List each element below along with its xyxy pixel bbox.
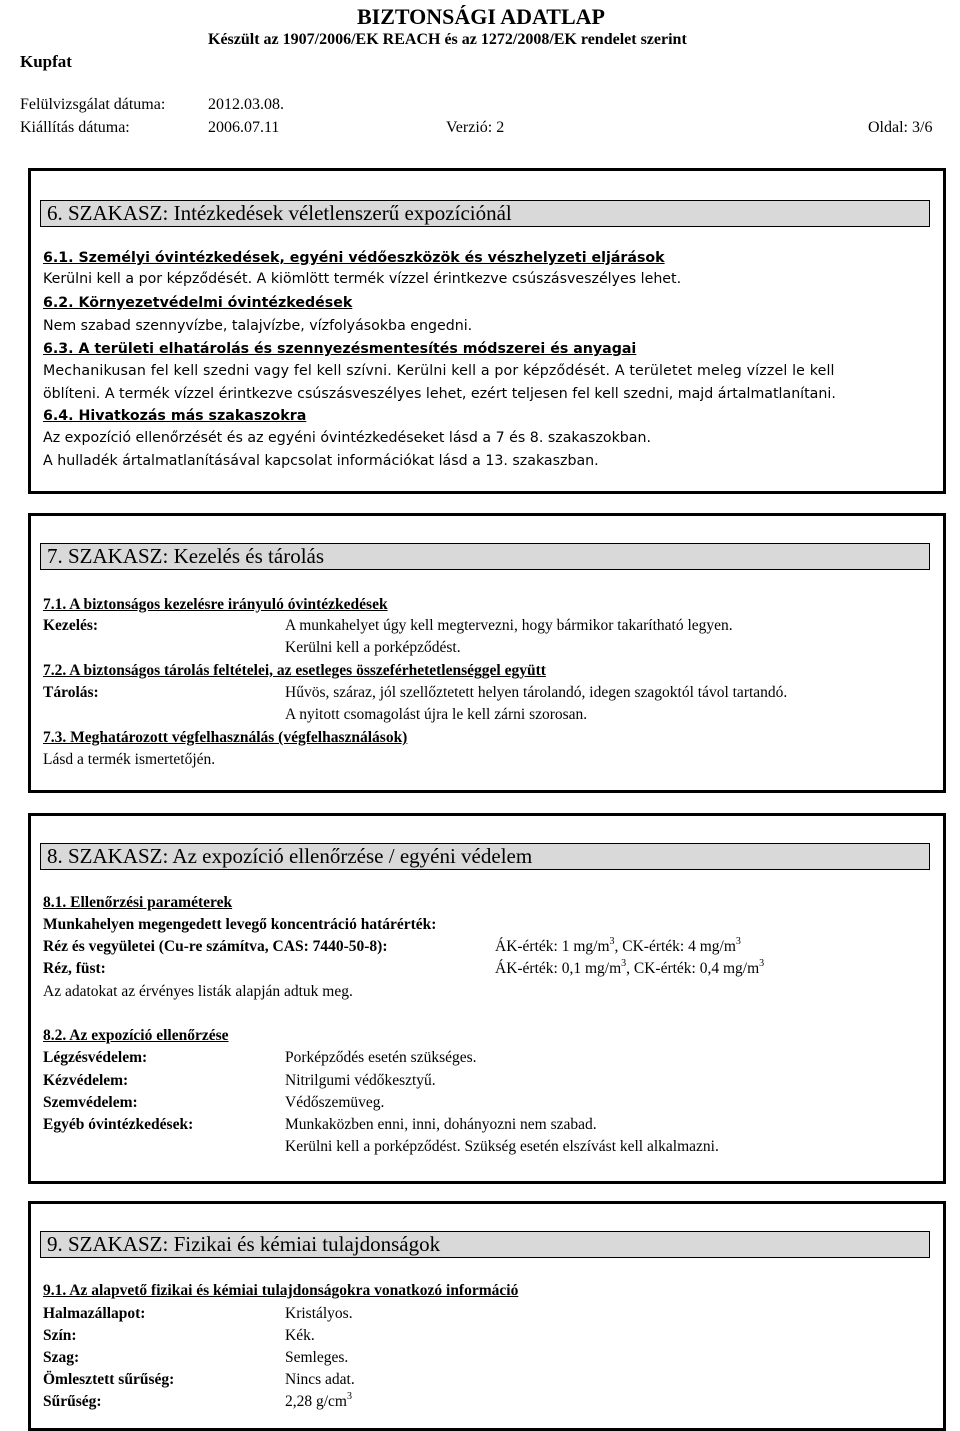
s7-heading-2: 7.2. A biztonságos tárolás feltételei, az esetleges összeférhetetlenséggel együtt (43, 662, 546, 679)
limit-row-1-label: Réz és vegyületei (Cu-re számítva, CAS: 7440-50-8): (43, 938, 388, 955)
color-label: Szín: (43, 1327, 77, 1344)
s6-text-2: Nem szabad szennyvízbe, talajvízbe, vízfolyásokba engedni. (43, 318, 473, 334)
other-value-1: Munkaközben enni, inni, dohányozni nem szabad. (285, 1116, 597, 1133)
s6-text-3a: Mechanikusan fel kell szedni vagy fel kell szívni. Kerülni kell a por képződését. A területet meleg vízzel le kell (43, 363, 835, 379)
issue-label: Kiállítás dátuma: (20, 119, 130, 136)
other-label: Egyéb óvintézkedések: (43, 1116, 194, 1133)
resp-value: Porképződés esetén szükséges. (285, 1049, 477, 1066)
handling-text-2: Kerülni kell a porképződést. (285, 639, 461, 656)
page-number: Oldal: 3/6 (868, 119, 933, 136)
odor-label: Szag: (43, 1349, 80, 1366)
s6-heading-4: 6.4. Hivatkozás más szakaszokra (43, 408, 307, 424)
hand-label: Kézvédelem: (43, 1072, 129, 1089)
density-label: Sűrűség: (43, 1393, 102, 1410)
s7-heading-3: 7.3. Meghatározott végfelhasználás (végfelhasználások) (43, 729, 408, 746)
limits-heading: Munkahelyen megengedett levegő koncentráció határérték: (43, 916, 437, 933)
revision-label: Felülvizsgálat dátuma: (20, 96, 166, 113)
state-label: Halmazállapot: (43, 1305, 146, 1322)
section-7-title: 7. SZAKASZ: Kezelés és tárolás (40, 543, 930, 570)
s6-text-4b: A hulladék ártalmatlanításával kapcsolat információkat lásd a 13. szakaszban. (43, 453, 599, 469)
s6-heading-3: 6.3. A területi elhatárolás és szennyezésmentesítés módszerei és anyagai (43, 341, 637, 357)
limit-row-1-value: ÁK-érték: 1 $mg/m^3$, CK-érték: 4 $mg/m^3$ (495, 936, 741, 955)
section-6-title: 6. SZAKASZ: Intézkedések véletlenszerű expozíciónál (40, 200, 930, 227)
section-8-title: 8. SZAKASZ: Az expozíció ellenőrzése / egyéni védelem (40, 843, 930, 870)
s7-text-3: Lásd a termék ismertetőjén. (43, 751, 216, 768)
storage-label: Tárolás: (43, 684, 99, 701)
handling-label: Kezelés: (43, 617, 99, 634)
odor-value: Semleges. (285, 1349, 349, 1366)
bulk-density-label: Ömlesztett sűrűség: (43, 1371, 175, 1388)
hand-value: Nitrilgumi védőkesztyű. (285, 1072, 436, 1089)
s8-heading-2: 8.2. Az expozíció ellenőrzése (43, 1027, 229, 1044)
color-value: Kék. (285, 1327, 315, 1344)
s6-heading-2: 6.2. Környezetvédelmi óvintézkedések (43, 295, 353, 311)
issue-date: 2006.07.11 (208, 119, 280, 136)
other-value-2: Kerülni kell a porképződést. Szükség esetén elszívást kell alkalmazni. (285, 1138, 719, 1155)
version: Verzió: 2 (446, 119, 505, 136)
s7-heading-1: 7.1. A biztonságos kezelésre irányuló óvintézkedések (43, 596, 388, 613)
s6-heading-1: 6.1. Személyi óvintézkedések, egyéni védőeszközök és vészhelyzeti eljárások (43, 250, 665, 266)
storage-text-2: A nyitott csomagolást újra le kell zárni szorosan. (285, 706, 588, 723)
section-9-title: 9. SZAKASZ: Fizikai és kémiai tulajdonságok (40, 1231, 930, 1258)
document-subtitle: Készült az 1907/2006/EK REACH és az 1272/2008/EK rendelet szerint (208, 31, 687, 48)
eye-label: Szemvédelem: (43, 1094, 138, 1111)
eye-value: Védőszemüveg. (285, 1094, 385, 1111)
limits-note: Az adatokat az érvényes listák alapján adtuk meg. (43, 983, 353, 1000)
document-title: BIZTONSÁGI ADATLAP (357, 4, 605, 29)
s8-heading-1: 8.1. Ellenőrzési paraméterek (43, 894, 233, 911)
bulk-density-value: Nincs adat. (285, 1371, 355, 1388)
density-value: 2,28 $g/cm^3$ (285, 1391, 352, 1410)
resp-label: Légzésvédelem: (43, 1049, 148, 1066)
s6-text-1: Kerülni kell a por képződését. A kiömlött termék vízzel érintkezve csúszásveszélyes lehet. (43, 271, 682, 287)
state-value: Kristályos. (285, 1305, 353, 1322)
s9-heading-1: 9.1. Az alapvető fizikai és kémiai tulajdonságokra vonatkozó információ (43, 1282, 519, 1299)
limit-row-2-label: Réz, füst: (43, 960, 106, 977)
product-name: Kupfat (20, 52, 72, 71)
s6-text-4a: Az expozíció ellenőrzését és az egyéni óvintézkedéseket lásd a 7 és 8. szakaszokban. (43, 430, 651, 446)
handling-text-1: A munkahelyet úgy kell megtervezni, hogy bármikor takarítható legyen. (285, 617, 733, 634)
revision-date: 2012.03.08. (208, 96, 284, 113)
storage-text-1: Hűvös, száraz, jól szellőztetett helyen tárolandó, idegen szagoktól távol tartandó. (285, 684, 788, 701)
s6-text-3b: öblíteni. A termék vízzel érintkezve csúszásveszélyes lehet, ezért teljesen fel kell szedni, majd ártalmatlanítani. (43, 386, 836, 402)
limit-row-2-value: ÁK-érték: 0,1 $mg/m^3$, CK-érték: 0,4 $mg/m^3$ (495, 958, 765, 977)
